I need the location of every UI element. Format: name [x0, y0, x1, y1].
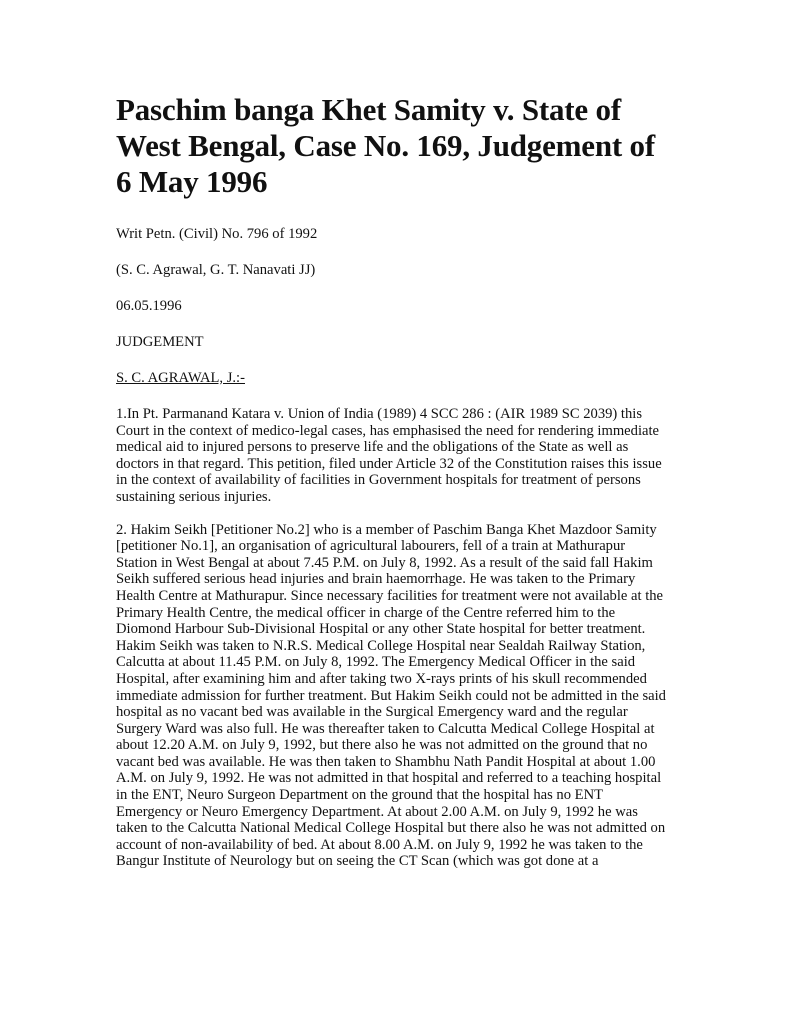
paragraph-1: 1.In Pt. Parmanand Katara v. Union of India (1989) 4 SCC 286 : (AIR 1989 SC 2039) this Court in the context of medico-legal cases, has emphasised the need for rendering immediate medical aid to injured persons to preserve life and the obligations of the State as well as doctors in that regard. This petition, filed under Article 32 of the Constitution raises this issue in the context of availability of facilities in Government hospitals for treatment of persons sustaining serious injuries.	[116, 406, 662, 505]
section-heading: JUDGEMENT	[116, 334, 204, 350]
judgement-date: 06.05.1996	[116, 298, 182, 314]
document-page	[116, 92, 668, 886]
petition-number: Writ Petn. (Civil) No. 796 of 1992	[116, 226, 318, 242]
paragraph-2: 2. Hakim Seikh [Petitioner No.2] who is a member of Paschim Banga Khet Mazdoor Samity [petitioner No.1], an organisation of agricultural labourers, fell of a train at Mathurapur Station in West Bengal at about 7.45 P.M. on July 8, 1992. As a result of the said fall Hakim Seikh suffered serious head injuries and brain haemorrhage. He was taken to the Primary Health Centre at Mathurapur. Since necessary facilities for treatment were not available at the Primary Health Centre, the medical officer in charge of the Centre referred him to the Diomond Harbour Sub-Divisional Hospital or any other State hospital for better treatment. Hakim Seikh was taken to N.R.S. Medical College Hospital near Sealdah Railway Station, Calcutta at about 11.45 P.M. on July 8, 1992. The Emergency Medical Officer in the said Hospital, after examining him and after taking two X-rays prints of his skull recommended immediate admission for further treatment. But Hakim Seikh could not be admitted in the said hospital as no vacant bed was available in the Surgical Emergency ward and the regular Surgery Ward was also full. He was thereafter taken to Calcutta Medical College Hospital at about 12.20 A.M. on July 9, 1992, but there also he was not admitted on the ground that no vacant bed was available. He was then taken to Shambhu Nath Pandit Hospital at about 1.00 A.M. on July 9, 1992. He was not admitted in that hospital and referred to a teaching hospital in the ENT, Neuro Surgeon Department on the ground that the hospital has no ENT Emergency or Neuro Emergency Department. At about 2.00 A.M. on July 9, 1992 he was taken to the Calcutta National Medical College Hospital but there also he was not admitted on account of non-availability of bed. At about 8.00 A.M. on July 9, 1992 he was taken to the Bangur Institute of Neurology but on seeing the CT Scan (which was got done at a	[116, 521, 666, 870]
judgement-author: S. C. AGRAWAL, J.:-	[116, 370, 245, 386]
bench-judges: (S. C. Agrawal, G. T. Nanavati JJ)	[116, 262, 316, 278]
document-title: Paschim banga Khet Samity v. State of West Bengal, Case No. 169, Judgement of 6 May 1996	[116, 92, 655, 199]
